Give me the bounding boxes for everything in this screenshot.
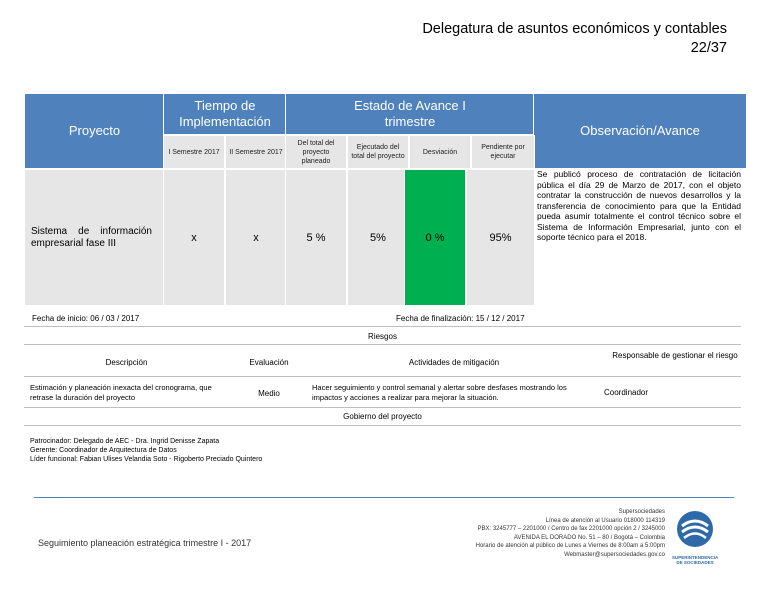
proyecto-header: [24, 93, 165, 169]
riesgos-header-descripcion: Descripción: [105, 358, 148, 367]
sub-header-text: II Semestre 2017: [229, 148, 283, 156]
footer-divider: [34, 497, 734, 498]
sub-header-semestre2: [225, 135, 287, 169]
estado-header: [285, 93, 535, 135]
riesgo-evaluacion: Medio: [258, 389, 280, 398]
riesgos-title: Riesgos: [368, 332, 397, 341]
footer-contact-line: PBX: 3245777 – 2201000 / Centro de fax 2201000 opción 2 / 3245000: [477, 526, 665, 532]
sub-header-ejecutado: [347, 135, 409, 169]
proyecto-header-label: Proyecto: [68, 123, 121, 138]
sub-header-pendiente: [471, 135, 535, 169]
sub-header-text: I Semestre 2017: [168, 148, 220, 156]
riesgo-descripcion: Estimación y planeación inexacta del cronograma, que retrase la duración del proyecto: [30, 383, 212, 402]
tiempo-header-label: Tiempo de Implementación: [179, 98, 271, 129]
riesgos-header-evaluacion: Evaluación: [249, 358, 289, 367]
divider: [24, 376, 741, 377]
gobierno-lider: Líder funcional: Fabian Ulises Velandia Soto - Rigoberto Preciado Quintero: [30, 456, 263, 463]
sub-header-planeado: [285, 135, 347, 169]
observacion-header-label: Observación/Avance: [580, 123, 700, 138]
riesgos-header-actividades: Actividades de mitigación: [408, 358, 500, 367]
pendiente-cell: [466, 169, 535, 306]
semestre2-cell: [225, 169, 287, 306]
observacion-header: [533, 93, 747, 169]
gobierno-list: [30, 437, 430, 464]
ejecutado-cell: [347, 169, 409, 306]
footer-contact-line: Línea de atención al Usuario 018000 114319: [545, 517, 665, 524]
pendiente-value: 95%: [489, 231, 512, 244]
fecha-finalizacion: Fecha de finalización: 15 / 12 / 2017: [396, 314, 525, 323]
riesgos-header-responsable: Responsable de gestionar el riesgo: [612, 351, 738, 360]
sub-header-text: Ejecutado del total del proyecto: [351, 144, 405, 160]
desviacion-value: 0 %: [425, 231, 445, 244]
sub-header-text: Pendiente por ejecutar: [481, 144, 525, 160]
fecha-inicio: Fecha de inicio: 06 / 03 / 2017: [32, 314, 140, 323]
footer-left-text: Seguimiento planeación estratégica trimestre I - 2017: [38, 538, 252, 548]
tiempo-header: [163, 93, 287, 135]
header-title: Delegatura de asuntos económicos y contables: [422, 21, 727, 37]
sub-header-semestre1: [163, 135, 225, 169]
riesgo-responsable: Coordinador: [604, 388, 649, 397]
semestre2-value: x: [253, 231, 259, 244]
logo-emblem-icon: [672, 508, 718, 550]
estado-header-label: Estado de Avance I trimestre: [354, 98, 466, 129]
desviacion-cell: [404, 169, 466, 306]
footer-contact-line: Horario de atención al público de Lunes a Viernes de 8:00am a 5:00pm: [475, 543, 665, 549]
divider: [24, 326, 741, 327]
planeado-value: 5 %: [306, 231, 326, 244]
observacion-text: Se publicó proceso de contratación de licitación pública el día 29 de Marzo de 2017, con el objeto contratar la construcción de nuevos desarrollos y la transferencia de conocimiento para que la Entidad pueda asumir totalmente el control técnico sobre el Sistema de Información Empresarial, junto con el soporte técnico para el 2018.: [537, 169, 741, 242]
proyecto-name: Sistema de información empresarial fase III: [31, 225, 152, 249]
divider: [24, 344, 741, 345]
page-header: [307, 20, 727, 58]
ejecutado-value: 5%: [370, 231, 386, 244]
page-number: 22/37: [690, 40, 727, 56]
divider: [24, 407, 741, 408]
gobierno-gerente: Gerente: Coordinador de Arquitectura de Datos: [30, 447, 177, 454]
proyecto-cell: [24, 169, 165, 306]
footer-contact-line: Supersociedades: [618, 509, 665, 515]
logo-text: SUPERINTENDENCIA DE SOCIEDADES: [672, 555, 719, 565]
sub-header-desviacion: [409, 135, 471, 169]
footer-contact-line: AVENIDA EL DORADO No. 51 – 80 / Bogotá – Colombia: [513, 534, 665, 541]
footer-contact: [400, 508, 665, 559]
riesgo-actividades: Hacer seguimiento y control semanal y alertar sobre desfases mostrando los impactos y acciones a realizar para mejorar la situación.: [312, 383, 567, 402]
sub-header-text: Desviación: [422, 148, 458, 156]
footer-contact-line: Webmaster@supersociedades.gov.co: [564, 551, 665, 558]
gobierno-title: Gobierno del proyecto: [343, 412, 422, 421]
sub-header-text: Del total del proyecto planeado: [297, 139, 335, 165]
divider: [24, 425, 741, 426]
planeado-cell: [285, 169, 347, 306]
semestre1-value: x: [191, 231, 197, 244]
gobierno-patrocinador: Patrocinador: Delegado de AEC - Dra. Ingrid Denisse Zapata: [30, 438, 220, 445]
semestre1-cell: [163, 169, 225, 306]
supersociedades-logo: [672, 508, 718, 566]
observacion-cell: [537, 169, 741, 306]
